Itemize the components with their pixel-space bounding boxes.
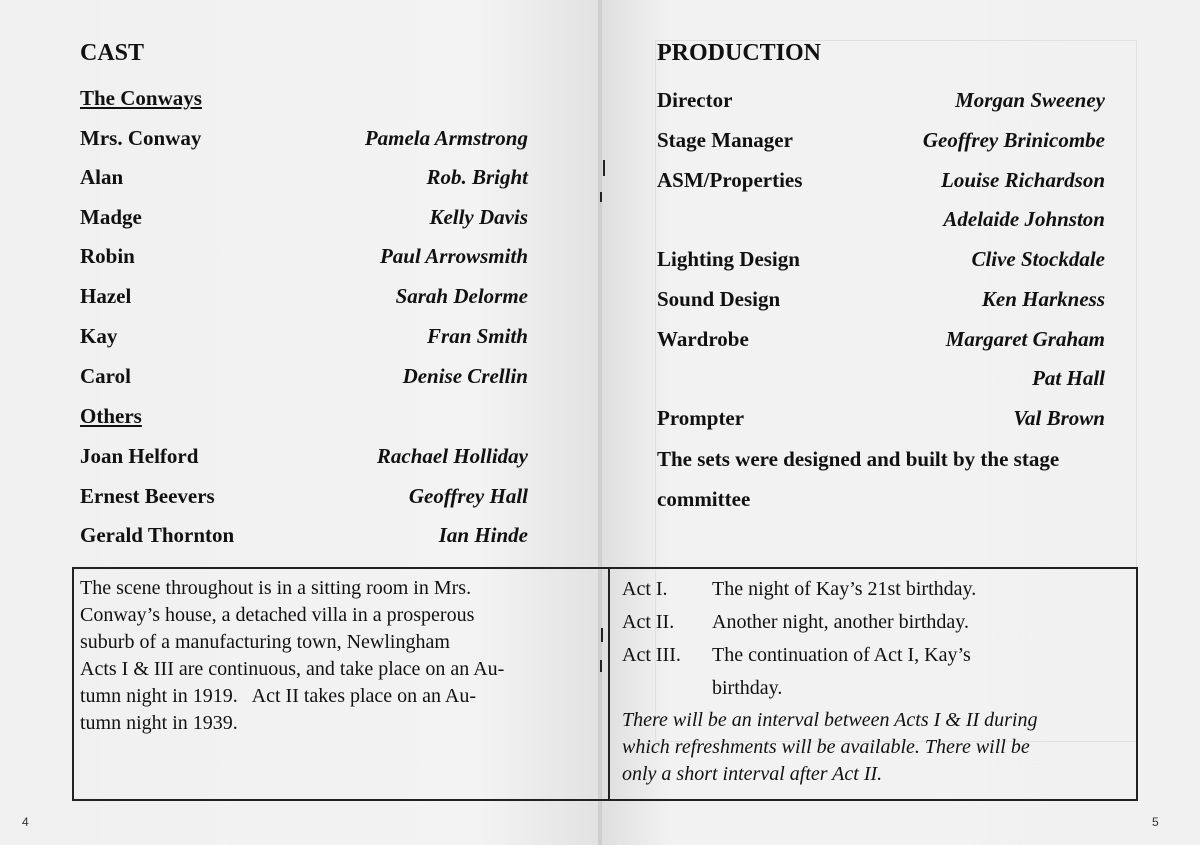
cast-actor: Sarah Delorme — [395, 284, 528, 308]
sets-credit-line1: The sets were designed and built by the stage — [657, 447, 1060, 471]
box-divider — [608, 569, 610, 799]
cast-actor: Rachael Holliday — [376, 444, 528, 468]
act-label: Act I. — [622, 578, 668, 600]
production-person: Morgan Sweeney — [955, 88, 1105, 112]
conways-heading: The Conways — [80, 86, 202, 110]
cast-heading: CAST — [80, 40, 145, 66]
production-heading: PRODUCTION — [657, 40, 822, 66]
production-role: ASM/Properties — [657, 168, 803, 192]
synopsis-box — [72, 567, 1138, 801]
cast-role: Joan Helford — [80, 444, 199, 468]
production-person: Geoffrey Brinicombe — [922, 128, 1105, 152]
cast-role: Alan — [80, 165, 124, 189]
cast-actor: Denise Crellin — [402, 364, 528, 388]
act-label: Act II. — [622, 611, 675, 633]
production-person: Pat Hall — [1032, 366, 1105, 390]
others-heading: Others — [80, 404, 142, 428]
production-role: Wardrobe — [657, 327, 749, 351]
page-number-right: 5 — [1152, 815, 1159, 829]
production-role: Director — [657, 88, 733, 112]
setting-description — [80, 575, 572, 737]
production-role: Lighting Design — [657, 247, 800, 271]
interval-line: only a short interval after Act II. — [622, 763, 883, 785]
setting-line: tumn night in 1919. Act II takes place on an Au- — [80, 685, 477, 707]
production-role: Sound Design — [657, 287, 781, 311]
act-description: The continuation of Act I, Kay’s — [712, 644, 971, 666]
act-label: Act III. — [622, 644, 681, 666]
setting-line: tumn night in 1939. — [80, 712, 238, 734]
binding-mark — [603, 160, 605, 176]
interval-line: which refreshments will be available. There will be — [622, 736, 1030, 758]
cast-role: Mrs. Conway — [80, 126, 202, 150]
cast-actor: Pamela Armstrong — [364, 126, 528, 150]
production-role: Stage Manager — [657, 128, 793, 152]
cast-actor: Kelly Davis — [429, 205, 528, 229]
cast-role: Robin — [80, 244, 135, 268]
setting-line: suburb of a manufacturing town, Newlingham — [80, 631, 450, 653]
production-person: Margaret Graham — [945, 327, 1105, 351]
sets-credit-line2: committee — [657, 487, 751, 511]
production-person: Adelaide Johnston — [943, 207, 1105, 231]
cast-role: Carol — [80, 364, 131, 388]
cast-role: Madge — [80, 205, 142, 229]
production-person: Ken Harkness — [981, 287, 1105, 311]
cast-role: Ernest Beevers — [80, 484, 215, 508]
act-description: The night of Kay’s 21st birthday. — [712, 578, 977, 600]
act-description: Another night, another birthday. — [712, 611, 969, 633]
production-person: Louise Richardson — [941, 168, 1105, 192]
setting-line: The scene throughout is in a sitting room in Mrs. — [80, 577, 472, 599]
setting-line: Conway’s house, a detached villa in a prosperous — [80, 604, 475, 626]
setting-line: Acts I & III are continuous, and take place on an Au- — [80, 658, 505, 680]
interval-note — [622, 707, 1116, 788]
interval-line: There will be an interval between Acts I & II during — [622, 709, 1038, 731]
cast-actor: Paul Arrowsmith — [379, 244, 528, 268]
cast-actor: Fran Smith — [427, 324, 528, 348]
page-number-left: 4 — [22, 815, 29, 829]
cast-role: Hazel — [80, 284, 132, 308]
cast-actor: Ian Hinde — [438, 523, 528, 547]
cast-actor: Geoffrey Hall — [408, 484, 528, 508]
production-person: Val Brown — [1013, 406, 1105, 430]
binding-mark — [600, 192, 602, 202]
cast-actor: Rob. Bright — [426, 165, 528, 189]
cast-role: Kay — [80, 324, 118, 348]
production-person: Clive Stockdale — [971, 247, 1105, 271]
act-description-continued: birthday. — [712, 677, 783, 699]
cast-role: Gerald Thornton — [80, 523, 235, 547]
production-role: Prompter — [657, 406, 745, 430]
